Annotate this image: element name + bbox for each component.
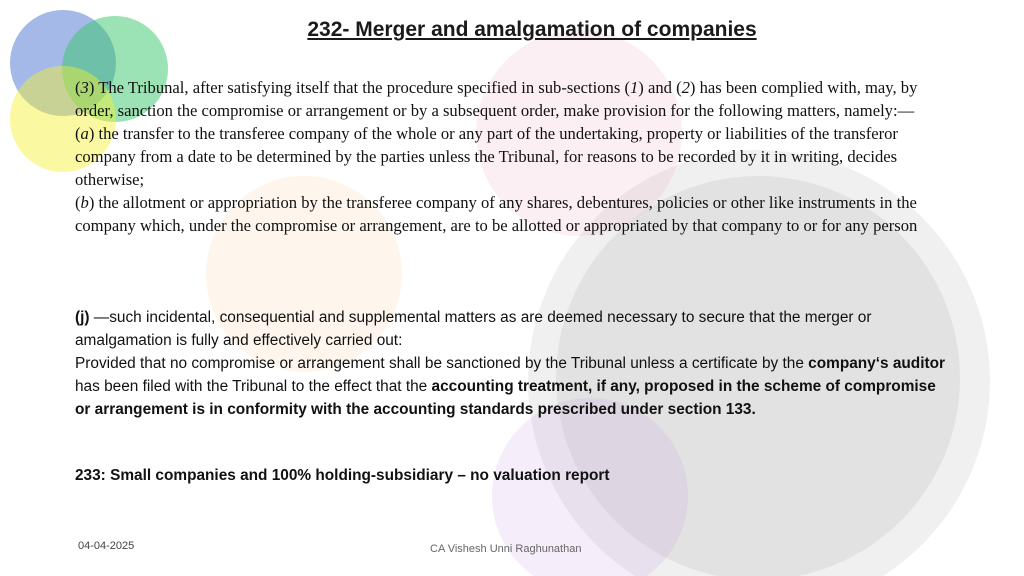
- text-fragment: (: [75, 193, 81, 212]
- bold-text: company‘s auditor: [808, 355, 946, 372]
- slide-date: 04-04-2025: [78, 540, 135, 552]
- statute-text: [75, 76, 955, 237]
- text-fragment: (: [75, 78, 81, 97]
- text-fragment: ) and (: [638, 78, 682, 97]
- section-233-heading: 233: Small companies and 100% holding-subsidiary – no valuation report: [75, 467, 610, 484]
- clause-a: [75, 122, 955, 191]
- provisions-text: [75, 306, 955, 421]
- clause-letter: a: [80, 124, 89, 143]
- clause-text: —such incidental, consequential and supplemental matters as are deemed necessary to secure that the merger or amalgamation is fully and effectively carried out:: [75, 309, 872, 349]
- clause-letter: b: [80, 193, 89, 212]
- slide-footer: CA Vishesh Unni Raghunathan: [430, 543, 582, 555]
- clause-text: ) the allotment or appropriation by the transferee company of any shares, debentures, policies or other like instruments in the company which, under the compromise or arrangement, are to be allotted or appropriated by that company to or for any person: [75, 193, 918, 235]
- clause-text: ) the transfer to the transferee company of the whole or any part of the undertaking, property or liabilities of the transferor company from a date to be determined by the parties unless the Tribunal, for reasons to be recorded by it in writing, decides otherwise;: [75, 124, 898, 189]
- sub-section-3: [75, 76, 955, 122]
- text-fragment: ) has been complied with, may, by order, sanction the compromise or arrangement or by a subsequent order, make provision for the following matters, namely:—: [75, 78, 918, 120]
- sub-section-number: 3: [80, 78, 89, 97]
- sub-section-number: 2: [681, 78, 690, 97]
- bold-text: accounting treatment, if any, proposed in the scheme of compromise or arrangement is in conformity with the accounting standards prescribed under section 133.: [75, 378, 936, 418]
- text-fragment: (: [75, 124, 81, 143]
- clause-label: (j): [75, 309, 90, 326]
- text-fragment: Provided that no compromise or arrangement shall be sanctioned by the Tribunal unless a certificate by the: [75, 355, 809, 372]
- slide-title-text: 232- Merger and amalgamation of companies: [307, 18, 757, 41]
- slide-title: [0, 18, 1024, 42]
- clause-j: [75, 306, 955, 352]
- text-fragment: ) The Tribunal, after satisfying itself that the procedure specified in sub-sections (: [88, 78, 630, 97]
- clause-b: [75, 191, 955, 237]
- text-fragment: has been filed with the Tribunal to the effect that the: [75, 378, 432, 395]
- sub-section-number: 1: [630, 78, 639, 97]
- proviso: [75, 352, 955, 421]
